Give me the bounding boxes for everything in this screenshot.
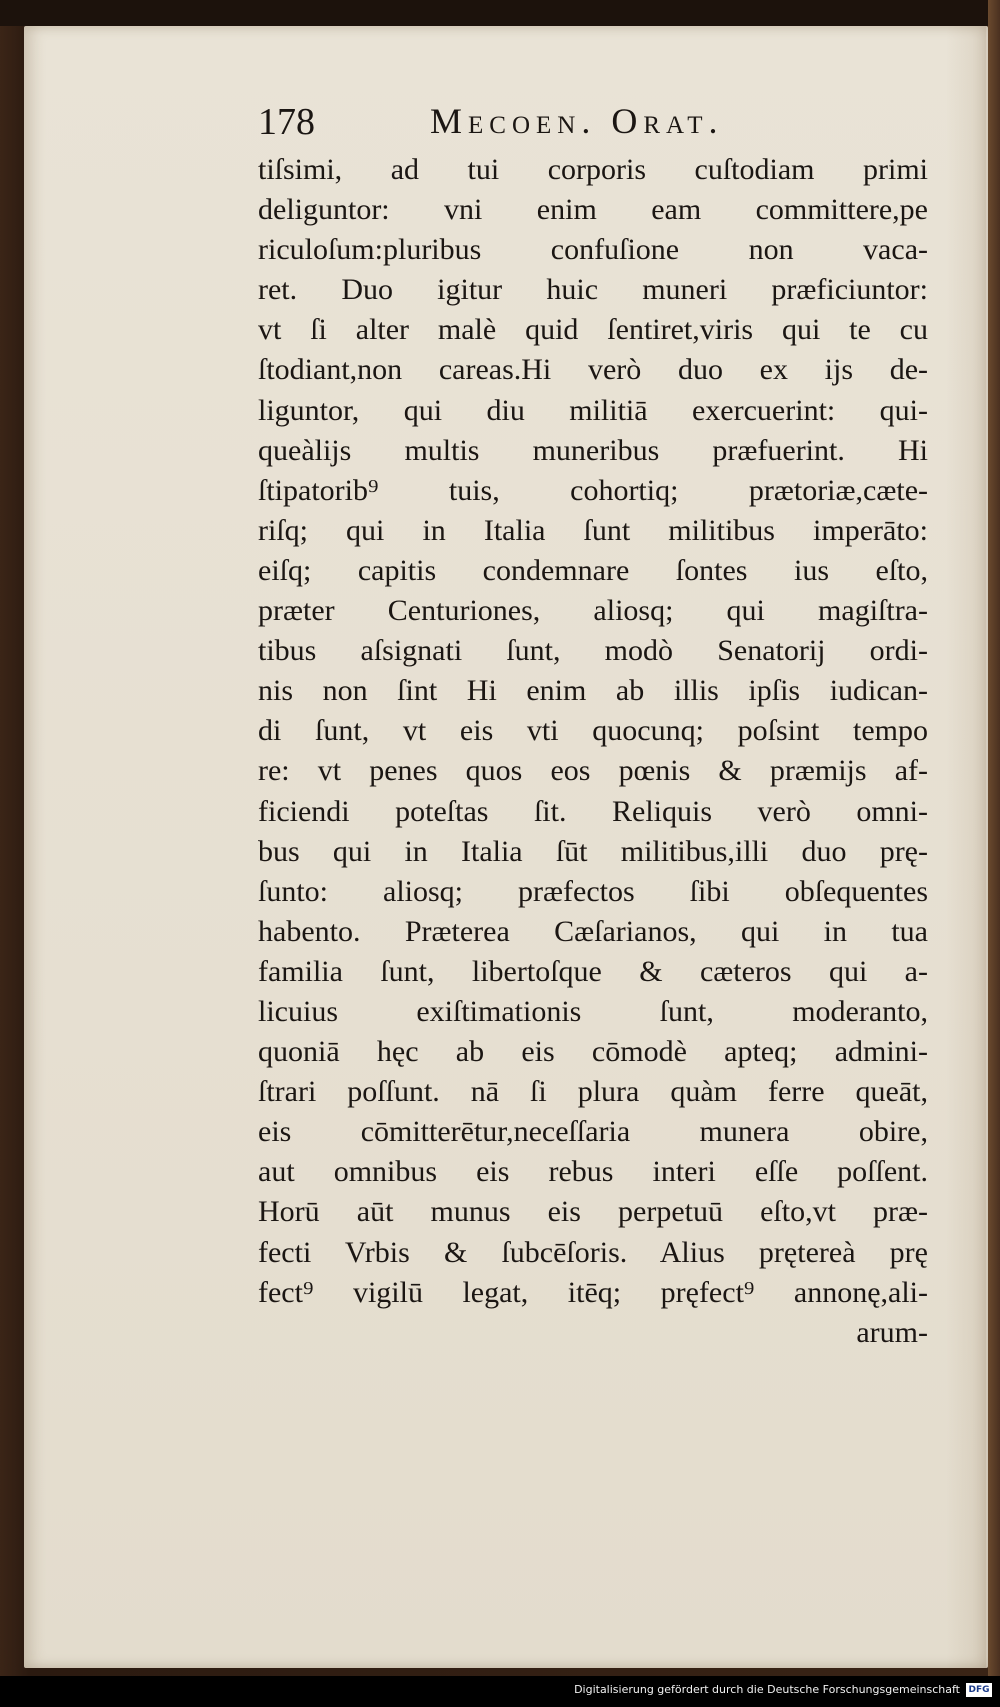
text-line: queàlijs multis muneribus præfuerint. Hi (258, 433, 928, 467)
text-line: nis non ſint Hi enim ab illis ipſis iudican- (258, 674, 928, 708)
funding-credit: Digitalisierung gefördert durch die Deutsche Forschungsgemeinschaft (574, 1683, 960, 1696)
text-line: ſunto: aliosq; præfectos ſibi obſequentes (258, 874, 928, 908)
text-line: ſtipatorib⁹ tuis, cohortiq; prætoriæ,cæte- (258, 473, 928, 507)
text-line: aut omnibus eis rebus interi eſſe poſſent. (258, 1155, 928, 1189)
scan-top-border (0, 0, 1000, 26)
text-line: quoniā hęc ab eis cōmodè apteq; admini- (258, 1035, 928, 1069)
text-line: bus qui in Italia ſūt militibus,illi duo prę- (258, 834, 928, 868)
page-gutter-shadow (946, 26, 986, 1668)
text-line: vt ſi alter malè quid ſentiret,viris qui te cu (258, 313, 928, 347)
digitization-footer (0, 1676, 1000, 1707)
text-line: præter Centuriones, aliosq; qui magiſtra- (258, 594, 928, 628)
text-line: riculoſum:pluribus confuſione non vaca- (258, 233, 928, 267)
text-line: ficiendi poteſtas ſit. Reliquis verò omni- (258, 794, 928, 828)
text-line: di ſunt, vt eis vti quocunq; poſsint tempo (258, 714, 928, 748)
text-line: eiſq; capitis condemnare ſontes ius eſto, (258, 553, 928, 587)
body-text (258, 150, 928, 1353)
text-line: fecti Vrbis & ſubcēſoris. Alius prętereà prę (258, 1235, 928, 1269)
page-number: 178 (258, 101, 315, 143)
text-line: habento. Præterea Cæſarianos, qui in tua (258, 914, 928, 948)
text-line: re: vt penes quos eos pœnis & præmijs af- (258, 754, 928, 788)
book-spine-edge (988, 0, 1000, 1680)
running-head (258, 100, 818, 150)
text-line: Horū aūt munus eis perpetuū eſto,vt præ- (258, 1195, 928, 1229)
text-line: ſtrari poſſunt. nā ſi plura quàm ferre queāt, (258, 1075, 928, 1109)
text-line: liguntor, qui diu militiā exercuerint: qui- (258, 393, 928, 427)
dfg-logo: DFG (966, 1683, 992, 1697)
text-line: ſtodiant,non careas.Hi verò duo ex ijs de- (258, 353, 928, 387)
text-line: deliguntor: vni enim eam committere,pe (258, 193, 928, 227)
text-line: licuius exiſtimationis ſunt, moderanto, (258, 994, 928, 1028)
running-title: Mecoen. Orat. (430, 101, 724, 141)
text-line: ret. Duo igitur huic muneri præficiuntor: (258, 273, 928, 307)
text-line: fect⁹ vigilū legat, itēq; pręfect⁹ annonę,ali- (258, 1275, 928, 1309)
catchword: arum- (856, 1315, 928, 1349)
text-line: eis cōmitterētur,neceſſaria munera obire, (258, 1115, 928, 1149)
text-line: familia ſunt, libertoſque & cæteros qui a- (258, 954, 928, 988)
text-line: tiſsimi, ad tui corporis cuſtodiam primi (258, 153, 928, 186)
text-line: tibus aſsignati ſunt, modò Senatorij ordi- (258, 634, 928, 668)
text-line: riſq; qui in Italia ſunt militibus imperāto: (258, 513, 928, 547)
